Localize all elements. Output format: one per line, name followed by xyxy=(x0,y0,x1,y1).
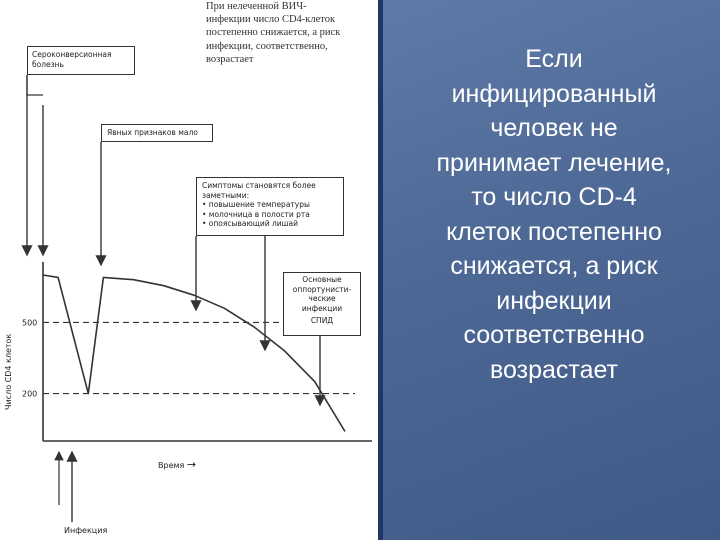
box-line: СПИД xyxy=(310,316,334,326)
slide-text-line: человек не xyxy=(490,114,618,142)
box-line: ческие xyxy=(308,294,336,304)
box-line: заметными: xyxy=(202,190,250,200)
y-tick-label-500: 500 xyxy=(22,318,38,328)
slide-text-line: снижается, а риск xyxy=(450,252,658,280)
box-line: Сероконверсионная xyxy=(32,50,112,59)
box-line: Основные xyxy=(302,275,342,284)
box-line: Симптомы становятся более xyxy=(202,181,316,190)
y-axis-label: Число CD4 клеток xyxy=(4,333,13,410)
caption-line: При нелеченной ВИЧ- xyxy=(206,1,307,12)
slide-text-line: инфицированный xyxy=(451,79,657,108)
box-line: болезнь xyxy=(32,59,64,69)
caption-line: инфекции число CD4-клеток xyxy=(206,14,336,26)
chart-caption xyxy=(206,0,378,66)
seroconversion-box xyxy=(27,46,135,75)
box-line: инфекции xyxy=(301,303,343,313)
slide-text-line: то число CD-4 xyxy=(471,183,637,211)
no-symptoms-box xyxy=(101,124,213,142)
slide-text-line: клеток постепенно xyxy=(446,217,662,246)
box-line: Явных признаков мало xyxy=(107,128,198,137)
caption-line: постепенно снижается, а риск xyxy=(206,27,341,39)
infection-label: Инфекция xyxy=(64,526,108,535)
aids-box xyxy=(283,272,361,336)
x-axis-label: Время → xyxy=(158,458,197,471)
slide-text-line: инфекции xyxy=(496,286,612,315)
slide-text-line: принимает лечение, xyxy=(436,148,672,177)
annotation-arrows xyxy=(27,75,320,522)
slide-text-line: соответственно xyxy=(463,321,645,349)
caption-line: инфекции, соответственно, xyxy=(206,40,328,52)
slide-text-line: Если xyxy=(525,45,583,73)
box-line: • опоясывающий лишай xyxy=(202,219,298,229)
symptoms-box xyxy=(196,177,344,236)
box-line: оппортунисти- xyxy=(292,284,352,294)
caption-line: возрастает xyxy=(206,53,254,65)
seroconversion-connector xyxy=(27,75,43,95)
slide-body-text xyxy=(395,42,713,387)
box-line: • молочница в полости рта xyxy=(202,209,310,219)
box-line: • повышение температуры xyxy=(202,200,310,210)
y-tick-label-200: 200 xyxy=(22,389,38,399)
x-axis-arrow: → xyxy=(186,458,197,471)
slide-text-line: возрастает xyxy=(490,355,618,384)
axis-labels xyxy=(4,318,196,535)
